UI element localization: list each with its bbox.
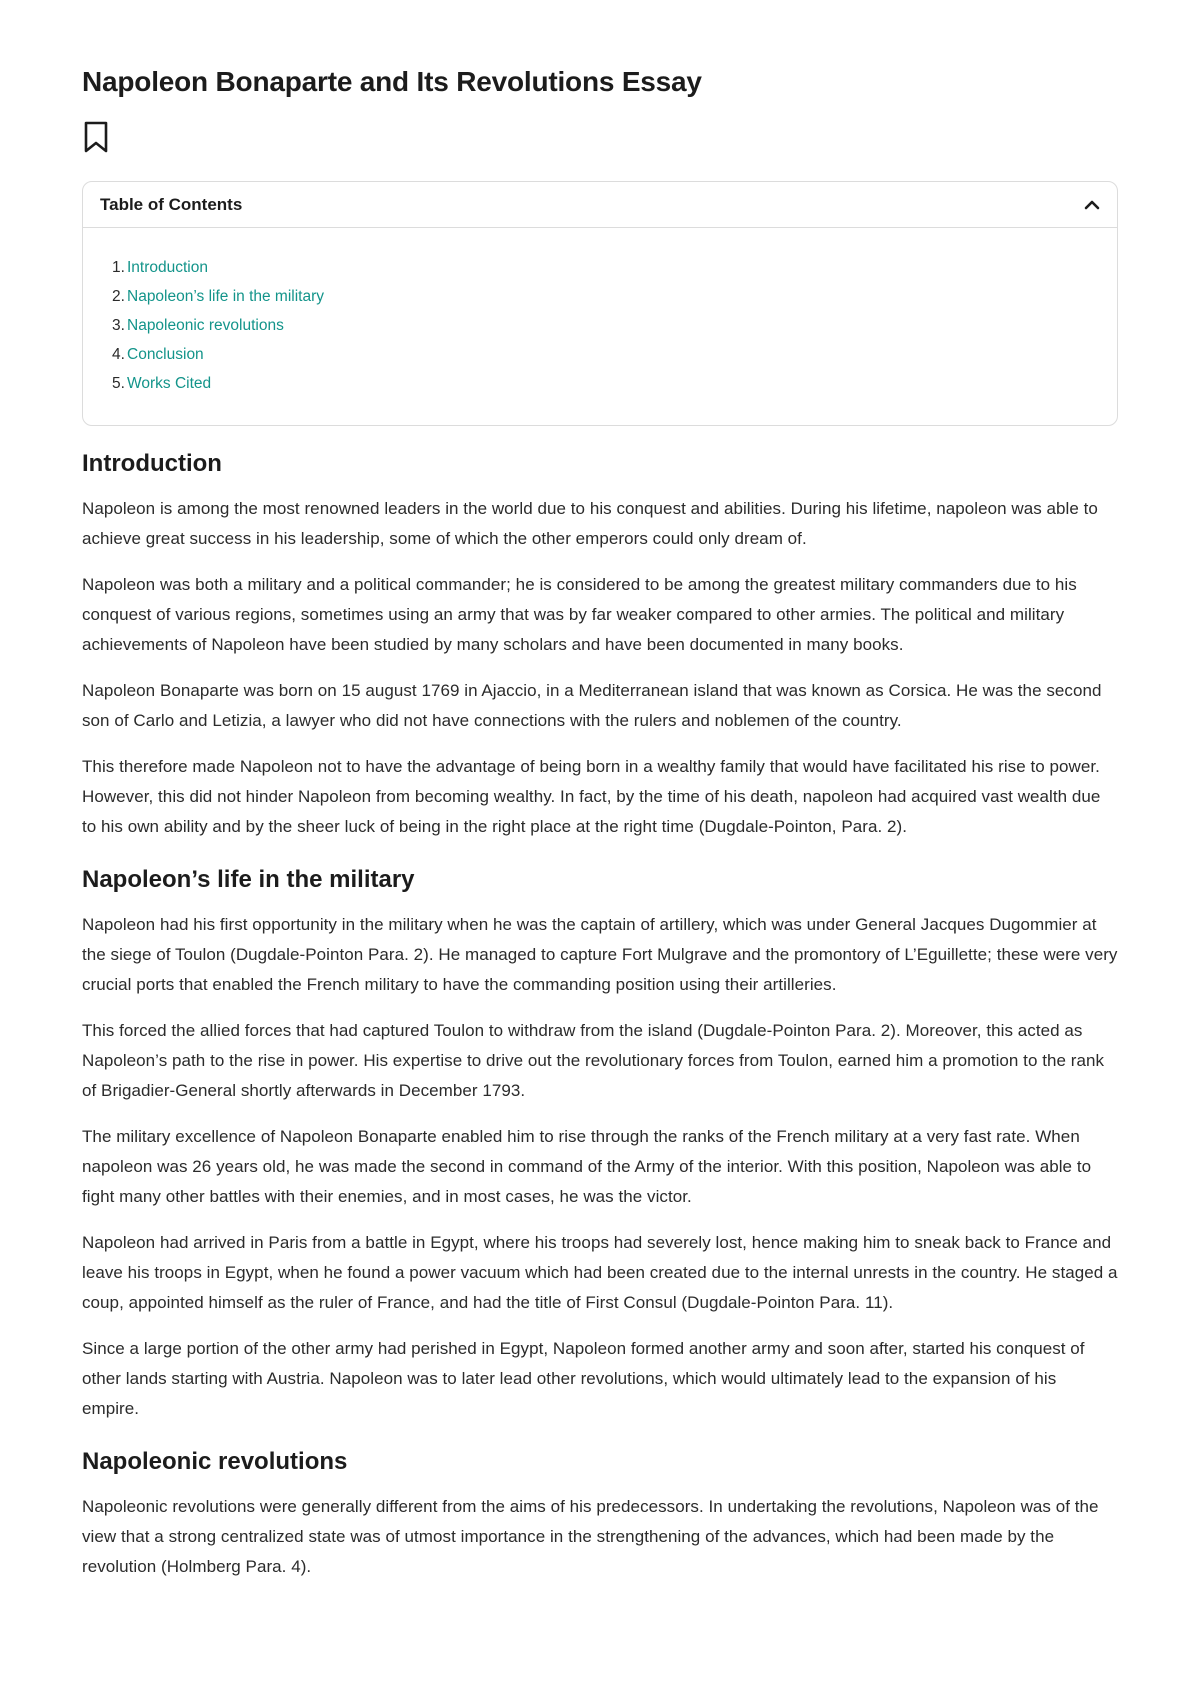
- toc-link-works-cited[interactable]: Works Cited: [127, 375, 212, 392]
- bookmark-icon[interactable]: [82, 120, 110, 154]
- toc-item-number: 5.: [112, 375, 125, 392]
- toc-toggle[interactable]: [83, 182, 1117, 228]
- table-of-contents: [82, 181, 1118, 426]
- section-heading-introduction: Introduction: [82, 450, 222, 477]
- toc-item-number: 2.: [112, 288, 125, 305]
- paragraph: Napoleon is among the most renowned leaders in the world due to his conquest and abilities. During his lifetime, napoleon was able to achieve great success in his leadership, some of which the other emperors could only dream of.: [82, 499, 1098, 548]
- toc-link-revolutions[interactable]: Napoleonic revolutions: [127, 317, 284, 334]
- paragraph: Napoleon had his first opportunity in the military when he was the captain of artillery, which was under General Jacques Dugommier at the siege of Toulon (Dugdale-Pointon Para. 2). He managed to capture Fort Mulgrave and the promontory of L’Eguillette; these were very crucial ports that enabled the French military to have the commanding position using their artilleries.: [82, 915, 1118, 994]
- toc-item: [112, 340, 1117, 369]
- paragraph: Napoleonic revolutions were generally different from the aims of his predecessors. In undertaking the revolutions, Napoleon was of the view that a strong centralized state was of utmost importance in the strengthening of the advances, which had been made by the revolution (Holmberg Para. 4).: [82, 1497, 1099, 1576]
- toc-item: [112, 311, 1117, 340]
- toc-heading: Table of Contents: [100, 194, 243, 214]
- toc-link-military-life[interactable]: Napoleon’s life in the military: [127, 288, 325, 305]
- toc-list: [83, 228, 1117, 398]
- toc-item-number: 4.: [112, 346, 125, 363]
- toc-item: [112, 282, 1117, 311]
- section-heading-revolutions: Napoleonic revolutions: [82, 1448, 348, 1475]
- paragraph: Napoleon Bonaparte was born on 15 august 1769 in Ajaccio, in a Mediterranean island that was known as Corsica. He was the second son of Carlo and Letizia, a lawyer who did not have connections with the rulers and noblemen of the country.: [82, 681, 1102, 730]
- toc-link-introduction[interactable]: Introduction: [127, 259, 208, 276]
- paragraph: Napoleon had arrived in Paris from a battle in Egypt, where his troops had severely lost, hence making him to sneak back to France and leave his troops in Egypt, when he found a power vacuum which had been created due to the internal unrests in the country. He staged a coup, appointed himself as the ruler of France, and had the title of First Consul (Dugdale-Pointon Para. 11).: [82, 1233, 1118, 1312]
- toc-link-conclusion[interactable]: Conclusion: [127, 346, 204, 363]
- paragraph: This forced the allied forces that had captured Toulon to withdraw from the island (Dugdale-Pointon Para. 2). Moreover, this acted as Napoleon’s path to the rise in power. His expertise to drive out the revolutionary forces from Toulon, earned him a promotion to the rank of Brigadier-General shortly afterwards in December 1793.: [82, 1021, 1105, 1100]
- paragraph: Napoleon was both a military and a political commander; he is considered to be among the greatest military commanders due to his conquest of various regions, sometimes using an army that was by far weaker compared to other armies. The political and military achievements of Napoleon have been studied by many scholars and have been documented in many books.: [82, 575, 1077, 654]
- page-title: Napoleon Bonaparte and Its Revolutions Essay: [82, 66, 702, 97]
- paragraph: This therefore made Napoleon not to have the advantage of being born in a wealthy family that would have facilitated his rise to power. However, this did not hinder Napoleon from becoming wealthy. In fact, by the time of his death, napoleon had acquired vast wealth due to his own ability and by the sheer luck of being in the right place at the right time (Dugdale-Pointon, Para. 2).: [82, 757, 1101, 836]
- paragraph: Since a large portion of the other army had perished in Egypt, Napoleon formed another army and soon after, started his conquest of other lands starting with Austria. Napoleon was to later lead other revolutions, which would ultimately lead to the expansion of his empire.: [82, 1339, 1085, 1418]
- paragraph: The military excellence of Napoleon Bonaparte enabled him to rise through the ranks of the French military at a very fast rate. When napoleon was 26 years old, he was made the second in command of the Army of the interior. With this position, Napoleon was able to fight many other battles with their enemies, and in most cases, he was the victor.: [82, 1127, 1092, 1206]
- section-heading-military-life: Napoleon’s life in the military: [82, 866, 415, 893]
- chevron-up-icon[interactable]: [1083, 198, 1101, 212]
- toc-item: [112, 253, 1117, 282]
- toc-item: [112, 369, 1117, 398]
- toc-item-number: 1.: [112, 259, 125, 276]
- toc-item-number: 3.: [112, 317, 125, 334]
